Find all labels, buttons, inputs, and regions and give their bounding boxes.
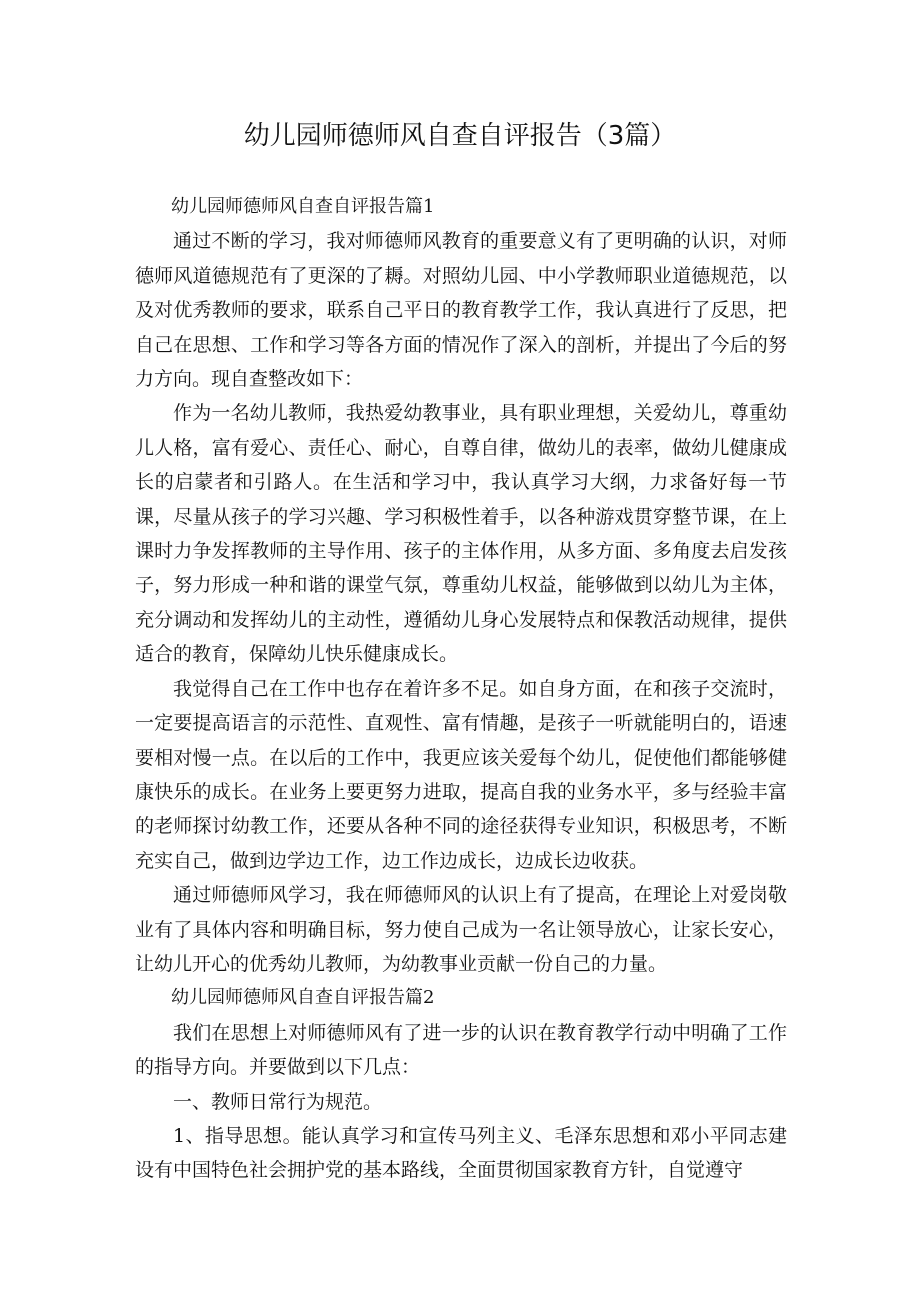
paragraph: 我们在思想上对师德师风有了进一步的认识在教育教学行动中明确了工作的指导方向。并要做到以下几点： [135, 1021, 787, 1079]
document-title: 幼儿园师德师风自查自评报告（3篇） [243, 121, 677, 151]
paragraph: 1、指导思想。能认真学习和宣传马列主义、毛泽东思想和邓小平同志建设有中国特色社会拥护党的基本路线，全面贯彻国家教育方针，自觉遵守 [135, 1124, 787, 1182]
paragraph: 通过师德师风学习，我在师德师风的认识上有了提高，在理论上对爱岗敬业有了具体内容和明确目标，努力使自己成为一名让领导放心，让家长安心，让幼儿开心的优秀幼儿教师，为幼教事业贡献一份自己的力量。 [135, 884, 787, 975]
paragraph: 我觉得自己在工作中也存在着许多不足。如自身方面，在和孩子交流时，一定要提高语言的示范性、直观性、富有情趣，是孩子一听就能明白的，语速要相对慢一点。在以后的工作中，我更应该关爱每个幼儿，促使他们都能够健康快乐的成长。在业务上要更努力进取，提高自我的业务水平，多与经验丰富的老师探讨幼教工作，还要从各种不同的途径获得专业知识，积极思考，不断充实自己，做到边学边工作，边工作边成长，边成长边收获。 [135, 677, 787, 872]
document-body [135, 190, 787, 1188]
section-heading-1: 幼儿园师德师风自查自评报告篇1 [171, 196, 435, 217]
paragraph: 作为一名幼儿教师，我热爱幼教事业，具有职业理想，关爱幼儿，尊重幼儿人格，富有爱心、责任心、耐心，自尊自律，做幼儿的表率，做幼儿健康成长的启蒙者和引路人。在生活和学习中，我认真学习大纲，力求备好每一节课，尽量从孩子的学习兴趣、学习积极性着手，以各种游戏贯穿整节课，在上课时力争发挥教师的主导作用、孩子的主体作用，从多方面、多角度去启发孩子，努力形成一种和谐的课堂气氛，尊重幼儿权益，能够做到以幼儿为主体，充分调动和发挥幼儿的主动性，遵循幼儿身心发展特点和保教活动规律，提供适合的教育，保障幼儿快乐健康成长。 [135, 402, 787, 666]
section-heading-2: 幼儿园师德师风自查自评报告篇2 [171, 987, 435, 1009]
list-heading: 一、教师日常行为规范。 [173, 1090, 383, 1113]
paragraph: 通过不断的学习，我对师德师风教育的重要意义有了更明确的认识，对师德师风道德规范有了更深的了耨。对照幼儿园、中小学教师职业道德规范，以及对优秀教师的要求，联系自己平日的教育教学工作，我认真进行了反思，把自己在思想、工作和学习等各方面的情况作了深入的剖析，并提出了今后的努力方向。现自查整改如下： [135, 230, 787, 391]
